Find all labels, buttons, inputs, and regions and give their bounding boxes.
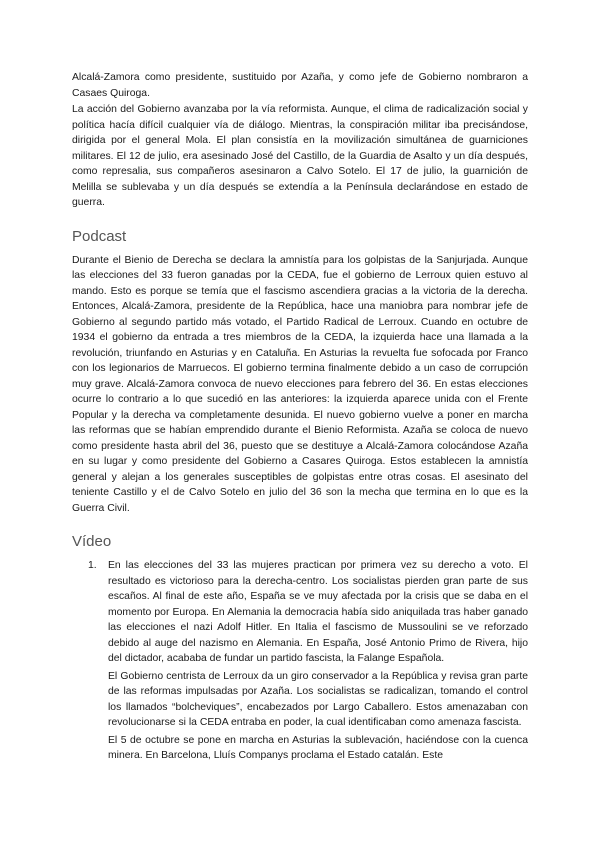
video-heading: Vídeo (72, 533, 112, 550)
list-item (72, 558, 528, 764)
podcast-heading: Podcast (72, 227, 127, 245)
video-list (72, 558, 528, 764)
intro-paragraph-1: Alcalá-Zamora como presidente, sustituido por Azaña, y como jefe de Gobierno nombraron a Casaes Quiroga. (72, 72, 528, 99)
video-paragraph-2: El Gobierno centrista de Lerroux da un giro conservador a la República y revisa gran parte de las reformas impulsadas por Azaña. Los socialistas se radicalizan, tomando el control los llamados “bolcheviques”, encabezados por Largo Caballero. Estos amenazaban con revolucionarse si la CEDA entraba en poder, la cual identificaban como amenaza fascista. (108, 670, 528, 728)
list-item-number: 1. (88, 560, 97, 571)
podcast-paragraph: Durante el Bienio de Derecha se declara la amnistía para los golpistas de la Sanjurjada. Aunque las elecciones del 33 fueron ganadas por la CEDA, fue el gobierno de Lerroux quien estuvo al mando. Esto es porque se temía que el fascismo ascendiera gracias a la victoria de la derecha. Entonces, Alcalá-Zamora, presidente de la República, hace una maniobra para nombrar jefe de Gobierno al segundo partido más votado, el Partido Radical de Lerroux. Cuando en octubre de 1934 el gobierno da entrada a tres miembros de la CEDA, la izquierda hace una llamada a la revolución, triunfando en Asturias y en Cataluña. En Asturias la revuelta fue sofocada por Franco con los legionarios de Marruecos. El gobierno termina finalmente debido a un caso de corrupción muy grave. Alcalá-Zamora convoca de nuevo elecciones para febrero del 36. En estas elecciones ocurre lo contrario a lo que sucedió en las anteriores: la izquierda aparece unida con el Frente Popular y la derecha va completamente desunida. El nuevo gobierno vuelve a poner en marcha las reformas que se habían emprendido durante el Bienio Reformista. Azaña se coloca de nuevo como presidente hasta abril del 36, puesto que se destituye a Alcalá-Zamora colocándose Azaña en su lugar y como presidente del Gobierno a Casares Quiroga. Estos establecen la amnistía general y alejan a los generales susceptibles de golpistas entre otras cosas. El asesinato del teniente Castillo y el de Calvo Sotelo en julio del 36 son la mecha que termina en lo que es la Guerra Civil. (72, 254, 528, 514)
intro-paragraph-2: La acción del Gobierno avanzaba por la vía reformista. Aunque, el clima de radicalización social y política hacía difícil cualquier vía de diálogo. Mientras, la conspiración militar iba precisándose, dirigida por el general Mola. El plan consistía en la movilización simultánea de guarniciones militares. El 12 de julio, era asesinado José del Castillo, de la Guardia de Asalto y un día después, como represalia, sus compañeros asesinaron a Calvo Sotelo. El 17 de julio, la guarnición de Melilla se sublevaba y un día después se extendía a la Península declarándose en estado de guerra. (72, 104, 528, 208)
video-paragraph-3: El 5 de octubre se pone en marcha en Asturias la sublevación, haciéndose con la cuenca minera. En Barcelona, Lluís Companys proclama el Estado catalán. Este (108, 734, 528, 761)
video-paragraph-1: En las elecciones del 33 las mujeres practican por primera vez su derecho a voto. El resultado es victorioso para la derecha-centro. Los socialistas pierden gran parte de sus escaños. Al final de este año, España se ve muy afectada por la crisis que se daba en el momento por Europa. En Alemania la democracia había sido aniquilada tras haber ganado las elecciones el nazi Adolf Hitler. En Italia el fascismo de Mussoulini se ve reforzado debido al auge del nazismo en Alemania. En España, José Antonio Primo de Rivera, hijo del dictador, acababa de fundar un partido fascista, la Falange Española. (108, 560, 528, 664)
